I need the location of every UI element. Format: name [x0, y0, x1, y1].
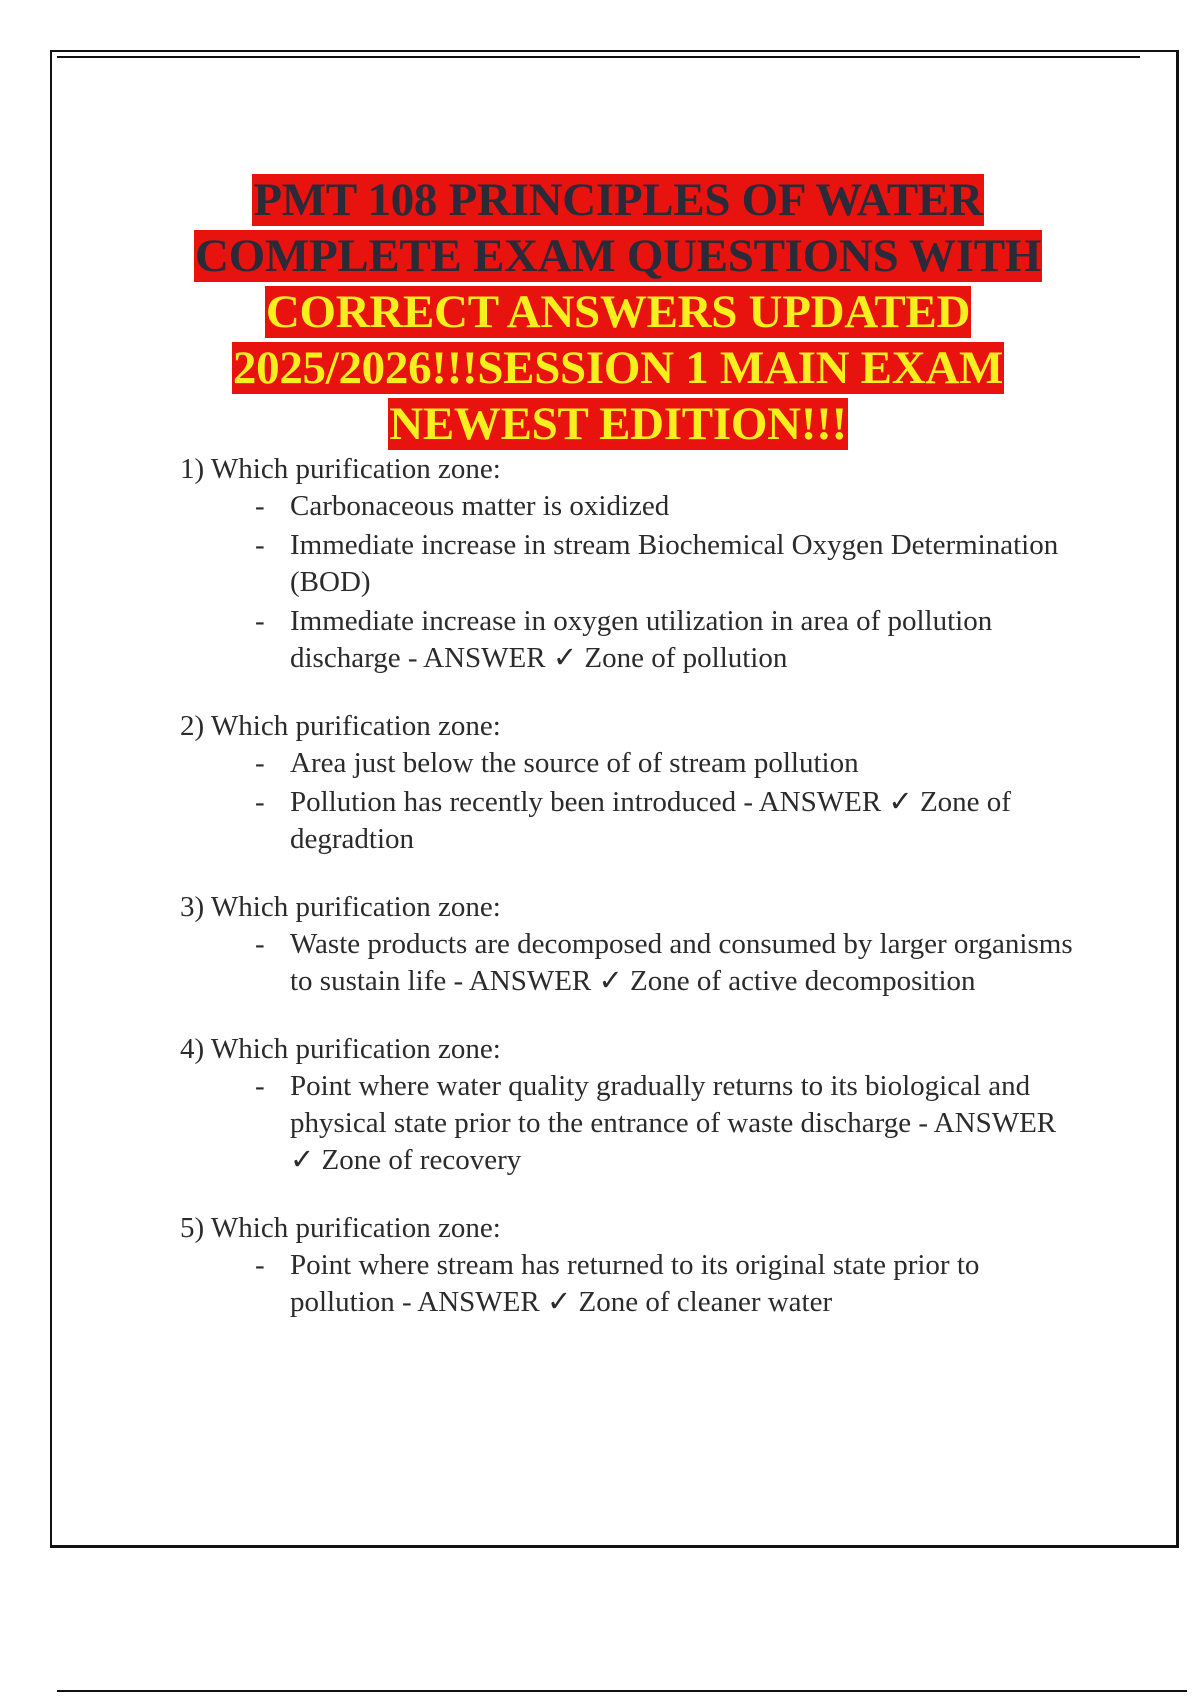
question-number: 1)	[180, 453, 205, 485]
question-number: 3)	[180, 891, 205, 923]
bullet-dash: -	[255, 490, 265, 522]
question-heading	[180, 1030, 1080, 1068]
bullet-list	[180, 745, 1080, 858]
title-line-3: CORRECT ANSWERS UPDATED	[265, 286, 971, 338]
question-prompt: Which purification zone:	[210, 1033, 501, 1065]
bullet-text: Point where water quality gradually returns to its biological and physical state prior to the entrance of waste discharge - ANSWER ✓ Zone of recovery	[290, 1070, 1057, 1176]
bullet-list	[180, 488, 1080, 677]
bullet-text: Pollution has recently been introduced - ANSWER ✓ Zone of degradtion	[290, 786, 1011, 855]
question-prompt: Which purification zone:	[210, 1212, 501, 1244]
question-prompt: Which purification zone:	[210, 891, 501, 923]
question-number: 4)	[180, 1033, 205, 1065]
bullet-list	[180, 1068, 1080, 1179]
bullet-item	[180, 603, 1080, 677]
question-prompt: Which purification zone:	[210, 453, 501, 485]
bullet-item	[180, 1247, 1080, 1321]
bullet-item	[180, 745, 1080, 782]
bullet-text: Area just below the source of of stream pollution	[290, 747, 859, 779]
question-heading	[180, 450, 1080, 488]
question-number: 2)	[180, 710, 205, 742]
question-5	[180, 1209, 1080, 1321]
bullet-dash: -	[255, 928, 265, 960]
question-heading	[180, 1209, 1080, 1247]
title-line-1: PMT 108 PRINCIPLES OF WATER	[253, 174, 983, 226]
bullet-item	[180, 926, 1080, 1000]
document-title	[165, 172, 1071, 452]
question-3	[180, 888, 1080, 1000]
bullet-item	[180, 784, 1080, 858]
question-4	[180, 1030, 1080, 1179]
bullet-dash: -	[255, 605, 265, 637]
title-line-5: NEWEST EDITION!!!	[389, 398, 847, 450]
bullet-item	[180, 488, 1080, 525]
bullet-dash: -	[255, 1070, 265, 1102]
bullet-text: Immediate increase in stream Biochemical Oxygen Determination (BOD)	[290, 529, 1059, 598]
question-1	[180, 450, 1080, 677]
question-prompt: Which purification zone:	[210, 710, 501, 742]
bullet-item	[180, 527, 1080, 601]
bullet-dash: -	[255, 747, 265, 779]
question-number: 5)	[180, 1212, 205, 1244]
bullet-list	[180, 1247, 1080, 1321]
bullet-text: Carbonaceous matter is oxidized	[290, 490, 670, 522]
title-line-4: 2025/2026!!!SESSION 1 MAIN EXAM	[232, 342, 1004, 394]
bullet-text: Waste products are decomposed and consumed by larger organisms to sustain life - ANSWER ✓ Zone of active decomposition	[290, 928, 1073, 997]
question-heading	[180, 707, 1080, 745]
bullet-list	[180, 926, 1080, 1000]
bullet-text: Immediate increase in oxygen utilization in area of pollution discharge - ANSWER ✓ Zone of pollution	[290, 605, 993, 674]
bullet-dash: -	[255, 529, 265, 561]
bottom-rule	[57, 1690, 1187, 1692]
bullet-dash: -	[255, 786, 265, 818]
question-heading	[180, 888, 1080, 926]
bullet-text: Point where stream has returned to its original state prior to pollution - ANSWER ✓ Zone of cleaner water	[290, 1249, 980, 1318]
question-2	[180, 707, 1080, 858]
bullet-dash: -	[255, 1249, 265, 1281]
bullet-item	[180, 1068, 1080, 1179]
question-list	[180, 450, 1080, 1351]
title-line-2: COMPLETE EXAM QUESTIONS WITH	[194, 230, 1042, 282]
